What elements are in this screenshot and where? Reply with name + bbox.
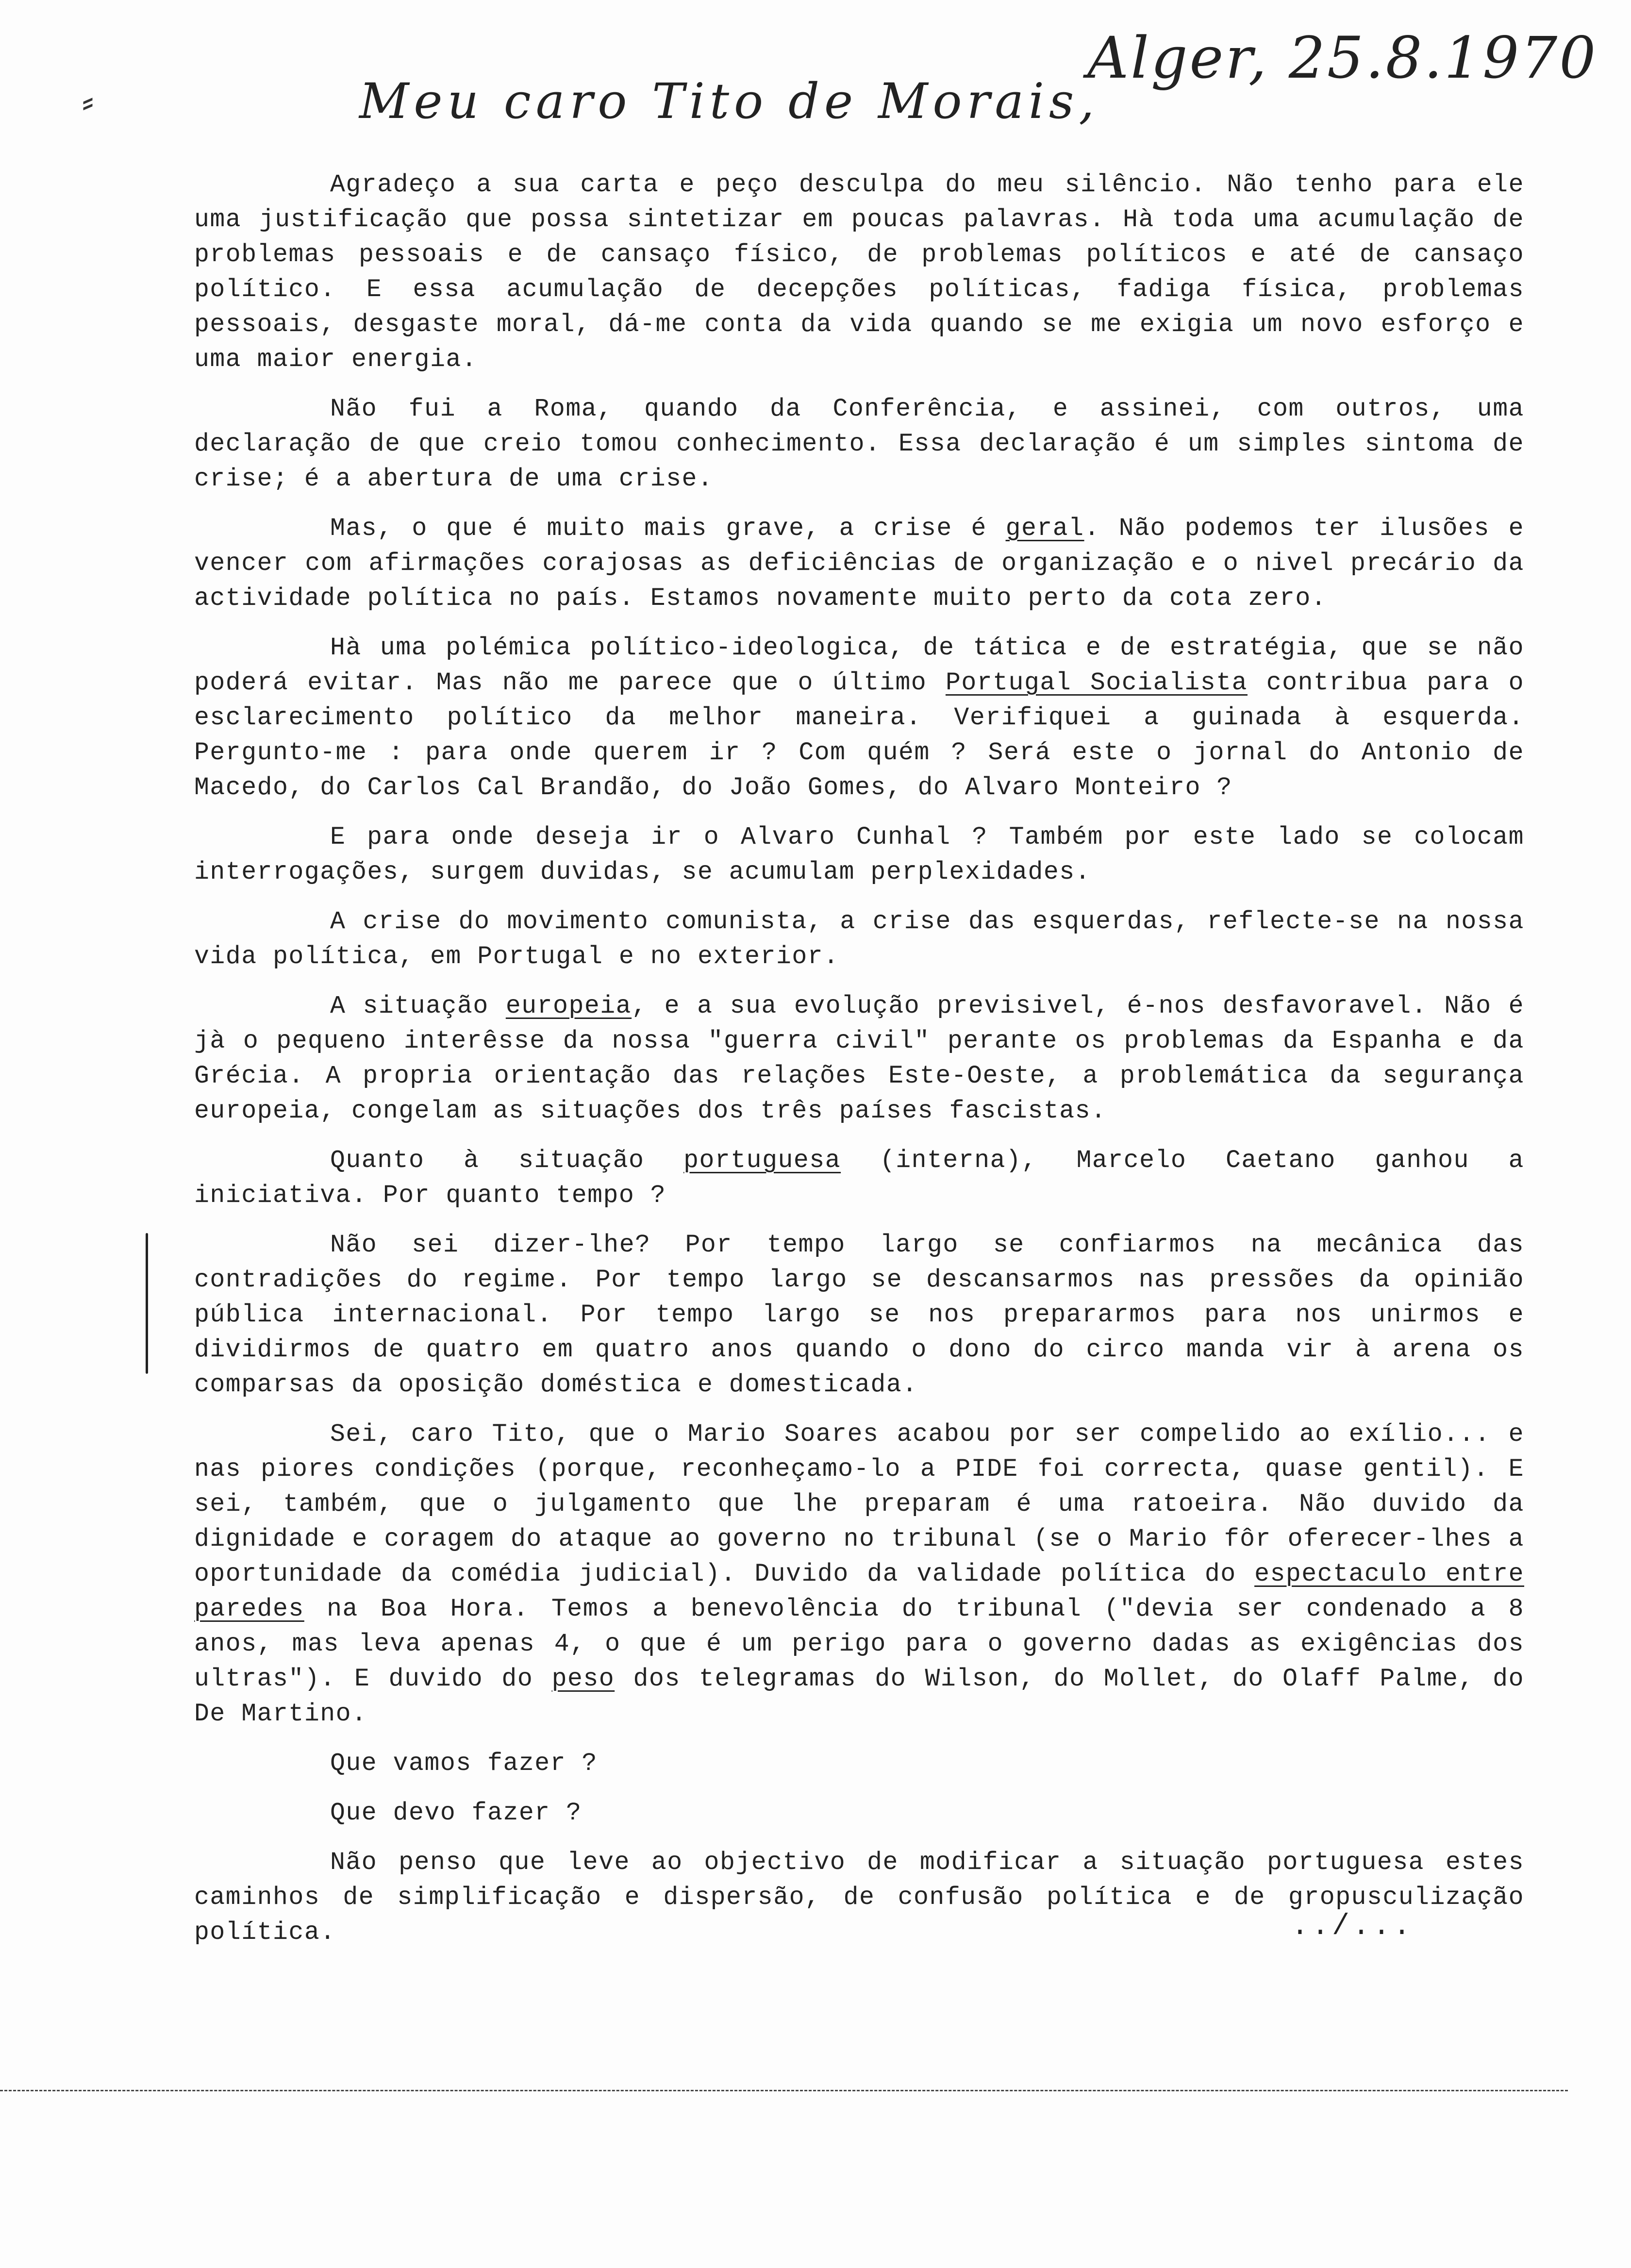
continuation-mark: ../... — [1291, 1910, 1414, 1943]
underlined-espectaculo: espectaculo entre paredes — [194, 1560, 1525, 1623]
pen-mark-icon: ⸗ — [78, 85, 99, 123]
underlined-peso: peso — [551, 1665, 615, 1693]
paragraph-7 — [194, 989, 1524, 1129]
underlined-portugal-socialista: Portugal Socialista — [945, 669, 1248, 697]
bottom-dashed-rule — [0, 2090, 1568, 2091]
paragraph-11: Que vamos fazer ? — [330, 1750, 598, 1778]
paragraph-1: Agradeço a sua carta e peço desculpa do meu silêncio. Não tenho para ele uma justificação que possa sintetizar em poucas palavras. Hà toda uma acumulação de problemas pessoais e de cansaço físico, de problemas políticos e até de cansaço político. E essa acumulação de decepções políticas, fadiga física, problemas pessoais, desgaste moral, dá-me conta da vida quando se me exigia um novo esforço e uma maior energia. — [194, 171, 1524, 374]
paragraph-5: E para onde deseja ir o Alvaro Cunhal ? Também por este lado se colocam interrogações, surgem duvidas, se acumulam perplexidades. — [194, 823, 1524, 886]
letter-date: Alger, 25.8.1970 — [1087, 24, 1598, 91]
underlined-geral: geral — [1005, 515, 1084, 543]
paragraph-7-text-a: A situação — [330, 992, 506, 1020]
letter-salutation: Meu caro Tito de Morais, — [359, 73, 1099, 130]
paragraph-10-text-a: Sei, caro Tito, que o Mario Soares acabou por ser compelido ao exílio... e nas piores condições (porque, reconheçamo-lo a PIDE foi correcta, quase gentil). E sei, também, que o julgamento que lhe preparam é uma ratoeira. Não duvido da dignidade e coragem do ataque ao governo no tribunal (se o Mario fôr oferecer-lhes a oportunidade da comédia judicial). Duvido da validade política do — [194, 1420, 1524, 1588]
paragraph-2: Não fui a Roma, quando da Conferência, e assinei, com outros, uma declaração de que creio tomou conhecimento. Essa declaração é um simples sintoma de crise; é a abertura de uma crise. — [194, 395, 1524, 493]
letter-body — [194, 167, 1524, 1965]
paragraph-8-text-b: (interna), Marcelo Caetano ganhou a iniciativa. Por quanto tempo ? — [194, 1147, 1524, 1210]
paragraph-8-text-a: Quanto à situação — [330, 1147, 684, 1175]
paragraph-3-text-a: Mas, o que é muito mais grave, a crise é — [330, 515, 1006, 543]
paragraph-7-text-b: , e a sua evolução previsivel, é-nos desfavoravel. Não é jà o pequeno interêsse da nossa "guerra civil" perante os problemas da Espanha e da Grécia. A propria orientação das relações Este-Oeste, a problemática da segurança europeia, congelam as situações dos três países fascistas. — [194, 992, 1524, 1125]
paragraph-3-text-b: . Não podemos ter ilusões e vencer com afirmações corajosas as deficiências de organização e o nivel precário da actividade política no país. Estamos novamente muito perto da cota zero. — [194, 515, 1525, 613]
underlined-europeia: europeia — [505, 992, 632, 1020]
paragraph-10 — [194, 1417, 1524, 1732]
paragraph-3 — [194, 511, 1524, 616]
margin-line-mark — [146, 1233, 148, 1374]
paragraph-4 — [194, 631, 1524, 805]
paragraph-12: Que devo fazer ? — [330, 1799, 582, 1827]
paragraph-6: A crise do movimento comunista, a crise das esquerdas, reflecte-se na nossa vida política, em Portugal e no exterior. — [194, 908, 1524, 971]
paragraph-9: Não sei dizer-lhe? Por tempo largo se confiarmos na mecânica das contradições do regime. Por tempo largo se descansarmos nas pressões da opinião pública internacional. Por tempo largo se nos prepararmos para nos unirmos e dividirmos de quatro em quatro anos quando o dono do circo manda vir à arena os comparsas da oposição doméstica e domesticada. — [194, 1231, 1524, 1399]
paragraph-10-text-b: na Boa Hora. Temos a benevolência do tribunal ("devia ser condenado a 8 anos, mas leva apenas 4, o que é um perigo para o governo dadas as exigências dos ultras"). E duvido do — [194, 1595, 1524, 1693]
paragraph-4-text-a: Hà uma polémica político-ideologica, de tática e de estratégia, que se não poderá evitar. Mas não me parece que o último — [194, 634, 1524, 697]
paragraph-10-text-c: dos telegramas do Wilson, do Mollet, do Olaff Palme, do De Martino. — [194, 1665, 1524, 1728]
underlined-portuguesa: portuguesa — [683, 1147, 841, 1175]
paragraph-8 — [194, 1143, 1524, 1213]
paragraph-4-text-b: contribua para o esclarecimento político da melhor maneira. Verifiquei a guinada à esquerda. Pergunto-me : para onde querem ir ? Com quém ? Será este o jornal do Antonio de Macedo, do Carlos Cal Brandão, do João Gomes, do Alvaro Monteiro ? — [194, 669, 1524, 802]
paragraph-13: Não penso que leve ao objectivo de modificar a situação portuguesa estes caminhos de simplificação e dispersão, de confusão política e de gropusculização política. — [194, 1849, 1524, 1947]
